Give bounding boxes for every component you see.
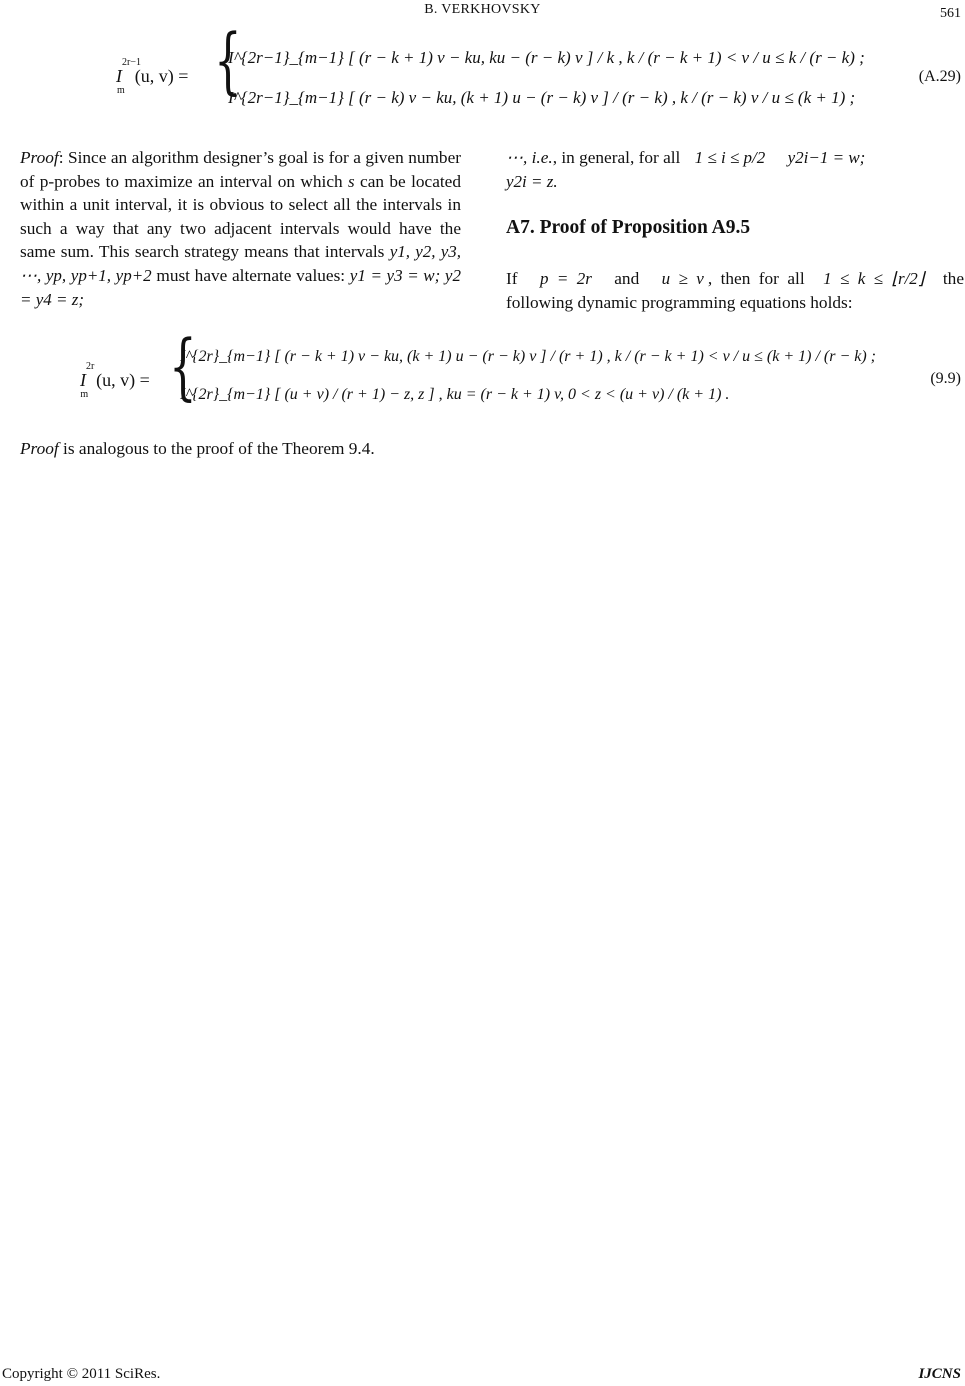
equation-9-9-lhs: $I^{2r}_m(u$, v) = xyxy=(80,361,150,400)
condition-uv-math: u ≥ v xyxy=(661,269,704,288)
equation-9-9-case-1: I^{2r}_{m−1} [ (r − k + 1) v − ku, (k + 1) u − (r − k) v ] / (r + 1) , k / (r − k + 1) < v / u ≤ (k + 1) / (r − k) ; xyxy=(180,348,876,365)
equation-9-9-brace: { xyxy=(169,324,197,408)
closing-proof-label: Proof xyxy=(20,439,59,458)
right-column-top: ⋯, i.e., in general, for all 1 ≤ i ≤ p/2 y2i−1 = w; y2i = z. xyxy=(506,148,866,191)
equation-a29-number: (A.29) xyxy=(918,68,961,85)
condition-k-math: 1 ≤ k ≤ ⌊r/2⌋ xyxy=(823,269,925,288)
right-column-proposition: If p = 2r and u ≥ v , then for all 1 ≤ k ≤ ⌊r/2⌋ the following dynamic programming equations holds: xyxy=(506,269,964,312)
equation-a29 xyxy=(0,20,965,120)
equation-a29-brace: { xyxy=(214,18,242,102)
index-range-math: 1 ≤ i ≤ p/2 xyxy=(694,148,766,167)
intervals-math: y1, y2, y3, ⋯, yp, yp+1, yp+2 xyxy=(20,242,461,285)
section-title-a7: A7. Proof of Proposition A9.5 xyxy=(506,217,751,238)
even-interval-math: y2i = z. xyxy=(506,171,558,191)
closing-proof-line: Proof is analogous to the proof of the Theorem 9.4. xyxy=(20,439,375,458)
condition-p-math: p = 2r xyxy=(539,269,592,288)
equation-9-9-number: (9.9) xyxy=(930,370,961,387)
odd-interval-math: y2i−1 = w; xyxy=(787,148,866,167)
equation-a29-case-2: I^{2r−1}_{m−1} [ (r − k) v − ku, (k + 1) u − (r − k) v ] / (r − k) , k / (r − k) v / u ≤ (k + 1) ; xyxy=(228,88,856,107)
left-column-proof xyxy=(20,146,461,311)
footer-copyright: Copyright © 2011 SciRes. xyxy=(2,1366,161,1382)
footer-journal: IJCNS xyxy=(918,1366,961,1382)
proof-label: Proof xyxy=(20,148,59,167)
equation-9-9-case-2: I^{2r}_{m−1} [ (u + v) / (r + 1) − z, z ] , ku = (r − k + 1) v, 0 < z < (u + v) / (k + 1) . xyxy=(180,386,730,403)
equation-a29-case-1: I^{2r−1}_{m−1} [ (r − k + 1) v − ku, ku − (r − k) v ] / k , k / (r − k + 1) < v / u ≤ k / (r − k) ; xyxy=(228,48,865,67)
equation-a29-lhs: $I^{2r-1}_m(u$, v) = xyxy=(116,57,189,96)
proof-paragraph: Proof: Since an algorithm designer’s goal is for a given number of p-probes to maximize an interval on which s can be located within a unit interval, it is obvious to select all the intervals in such a way that any two adjacent intervals would have the same sum. This search strategy means that intervals y1, y2, y3, ⋯, yp, yp+1, yp+2 must have alternate values: y1 = y3 = w; y2 = y4 = z; xyxy=(20,148,461,309)
equation-9-9 xyxy=(0,324,965,436)
running-head-author: B. VERKHOVSKY xyxy=(424,2,541,17)
alternate-values-math: y1 = y3 = w; y2 = y4 = z; xyxy=(20,265,461,309)
page-number: 561 xyxy=(940,6,961,21)
